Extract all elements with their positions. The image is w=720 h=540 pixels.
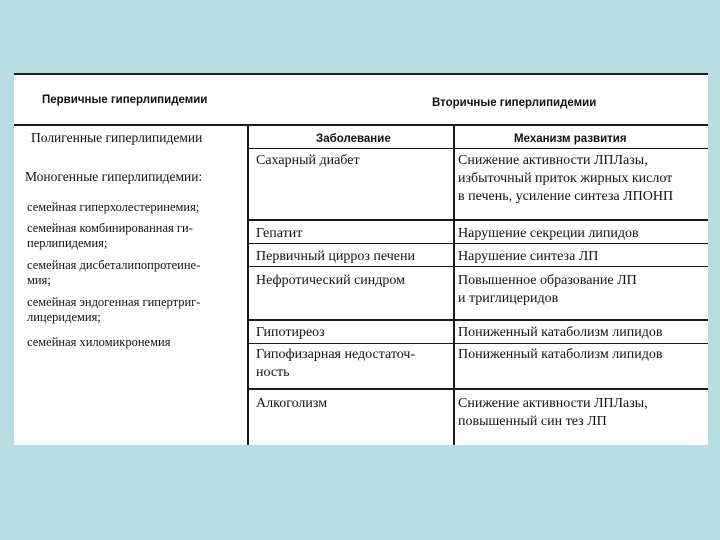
- secondary-title: Вторичные гиперлипидемии: [432, 97, 597, 109]
- mechanism-cell: Снижение активности ЛПЛазы, повышенный син тез ЛП: [458, 396, 648, 429]
- monogenic-item: семейная эндогенная гипертриг- лицеридемия;: [27, 295, 201, 324]
- disease-cell: Гипотиреоз: [256, 325, 325, 340]
- row-separator: [247, 219, 708, 221]
- disease-cell: Нефротический синдром: [256, 273, 406, 288]
- mechanism-cell: Нарушение синтеза ЛП: [458, 249, 599, 264]
- monogenic-item: семейная гиперхолестеринемия;: [27, 200, 200, 214]
- polygenic-label: Полигенные гиперлипидемии: [31, 130, 203, 145]
- mechanism-cell: Снижение активности ЛПЛазы, избыточный приток жирных кислот в печень, усиление синтеза ЛПОНП: [458, 153, 674, 204]
- top-border: [14, 73, 708, 75]
- disease-cell: Гипофизарная недостаточ- ность: [256, 347, 416, 380]
- primary-title: Первичные гиперлипидемии: [42, 94, 208, 106]
- header-divider: [14, 124, 708, 126]
- disease-cell: Сахарный диабет: [256, 153, 360, 168]
- mechanism-cell: Нарушение секреции липидов: [458, 226, 639, 241]
- row-separator: [247, 319, 708, 321]
- row-separator: [247, 243, 708, 244]
- mechanism-cell: Пониженный катаболизм липидов: [458, 347, 663, 362]
- column-divider-primary: [247, 124, 249, 445]
- monogenic-label: Моногенные гиперлипидемии:: [25, 169, 203, 184]
- mechanism-cell: Повышенное образование ЛП и триглицеридов: [458, 273, 637, 306]
- row-separator: [247, 266, 708, 267]
- disease-cell: Гепатит: [256, 226, 303, 241]
- monogenic-item: семейная комбинированная ги- перлипидемия;: [27, 221, 193, 250]
- monogenic-item: семейная дисбеталипопротеине- мия;: [27, 258, 201, 287]
- row-separator: [247, 388, 708, 390]
- disease-cell: Алкоголизм: [256, 396, 328, 411]
- secondary-subheader-divider: [247, 148, 708, 149]
- mechanism-cell: Пониженный катаболизм липидов: [458, 325, 663, 340]
- column-divider-secondary: [453, 124, 455, 445]
- column-header-disease: Заболевание: [316, 133, 391, 145]
- column-header-mechanism: Механизм развития: [514, 133, 627, 145]
- monogenic-item: семейная хиломикронемия: [27, 335, 171, 349]
- table-sheet: [14, 73, 708, 445]
- row-separator: [247, 343, 708, 344]
- disease-cell: Первичный цирроз печени: [256, 249, 415, 264]
